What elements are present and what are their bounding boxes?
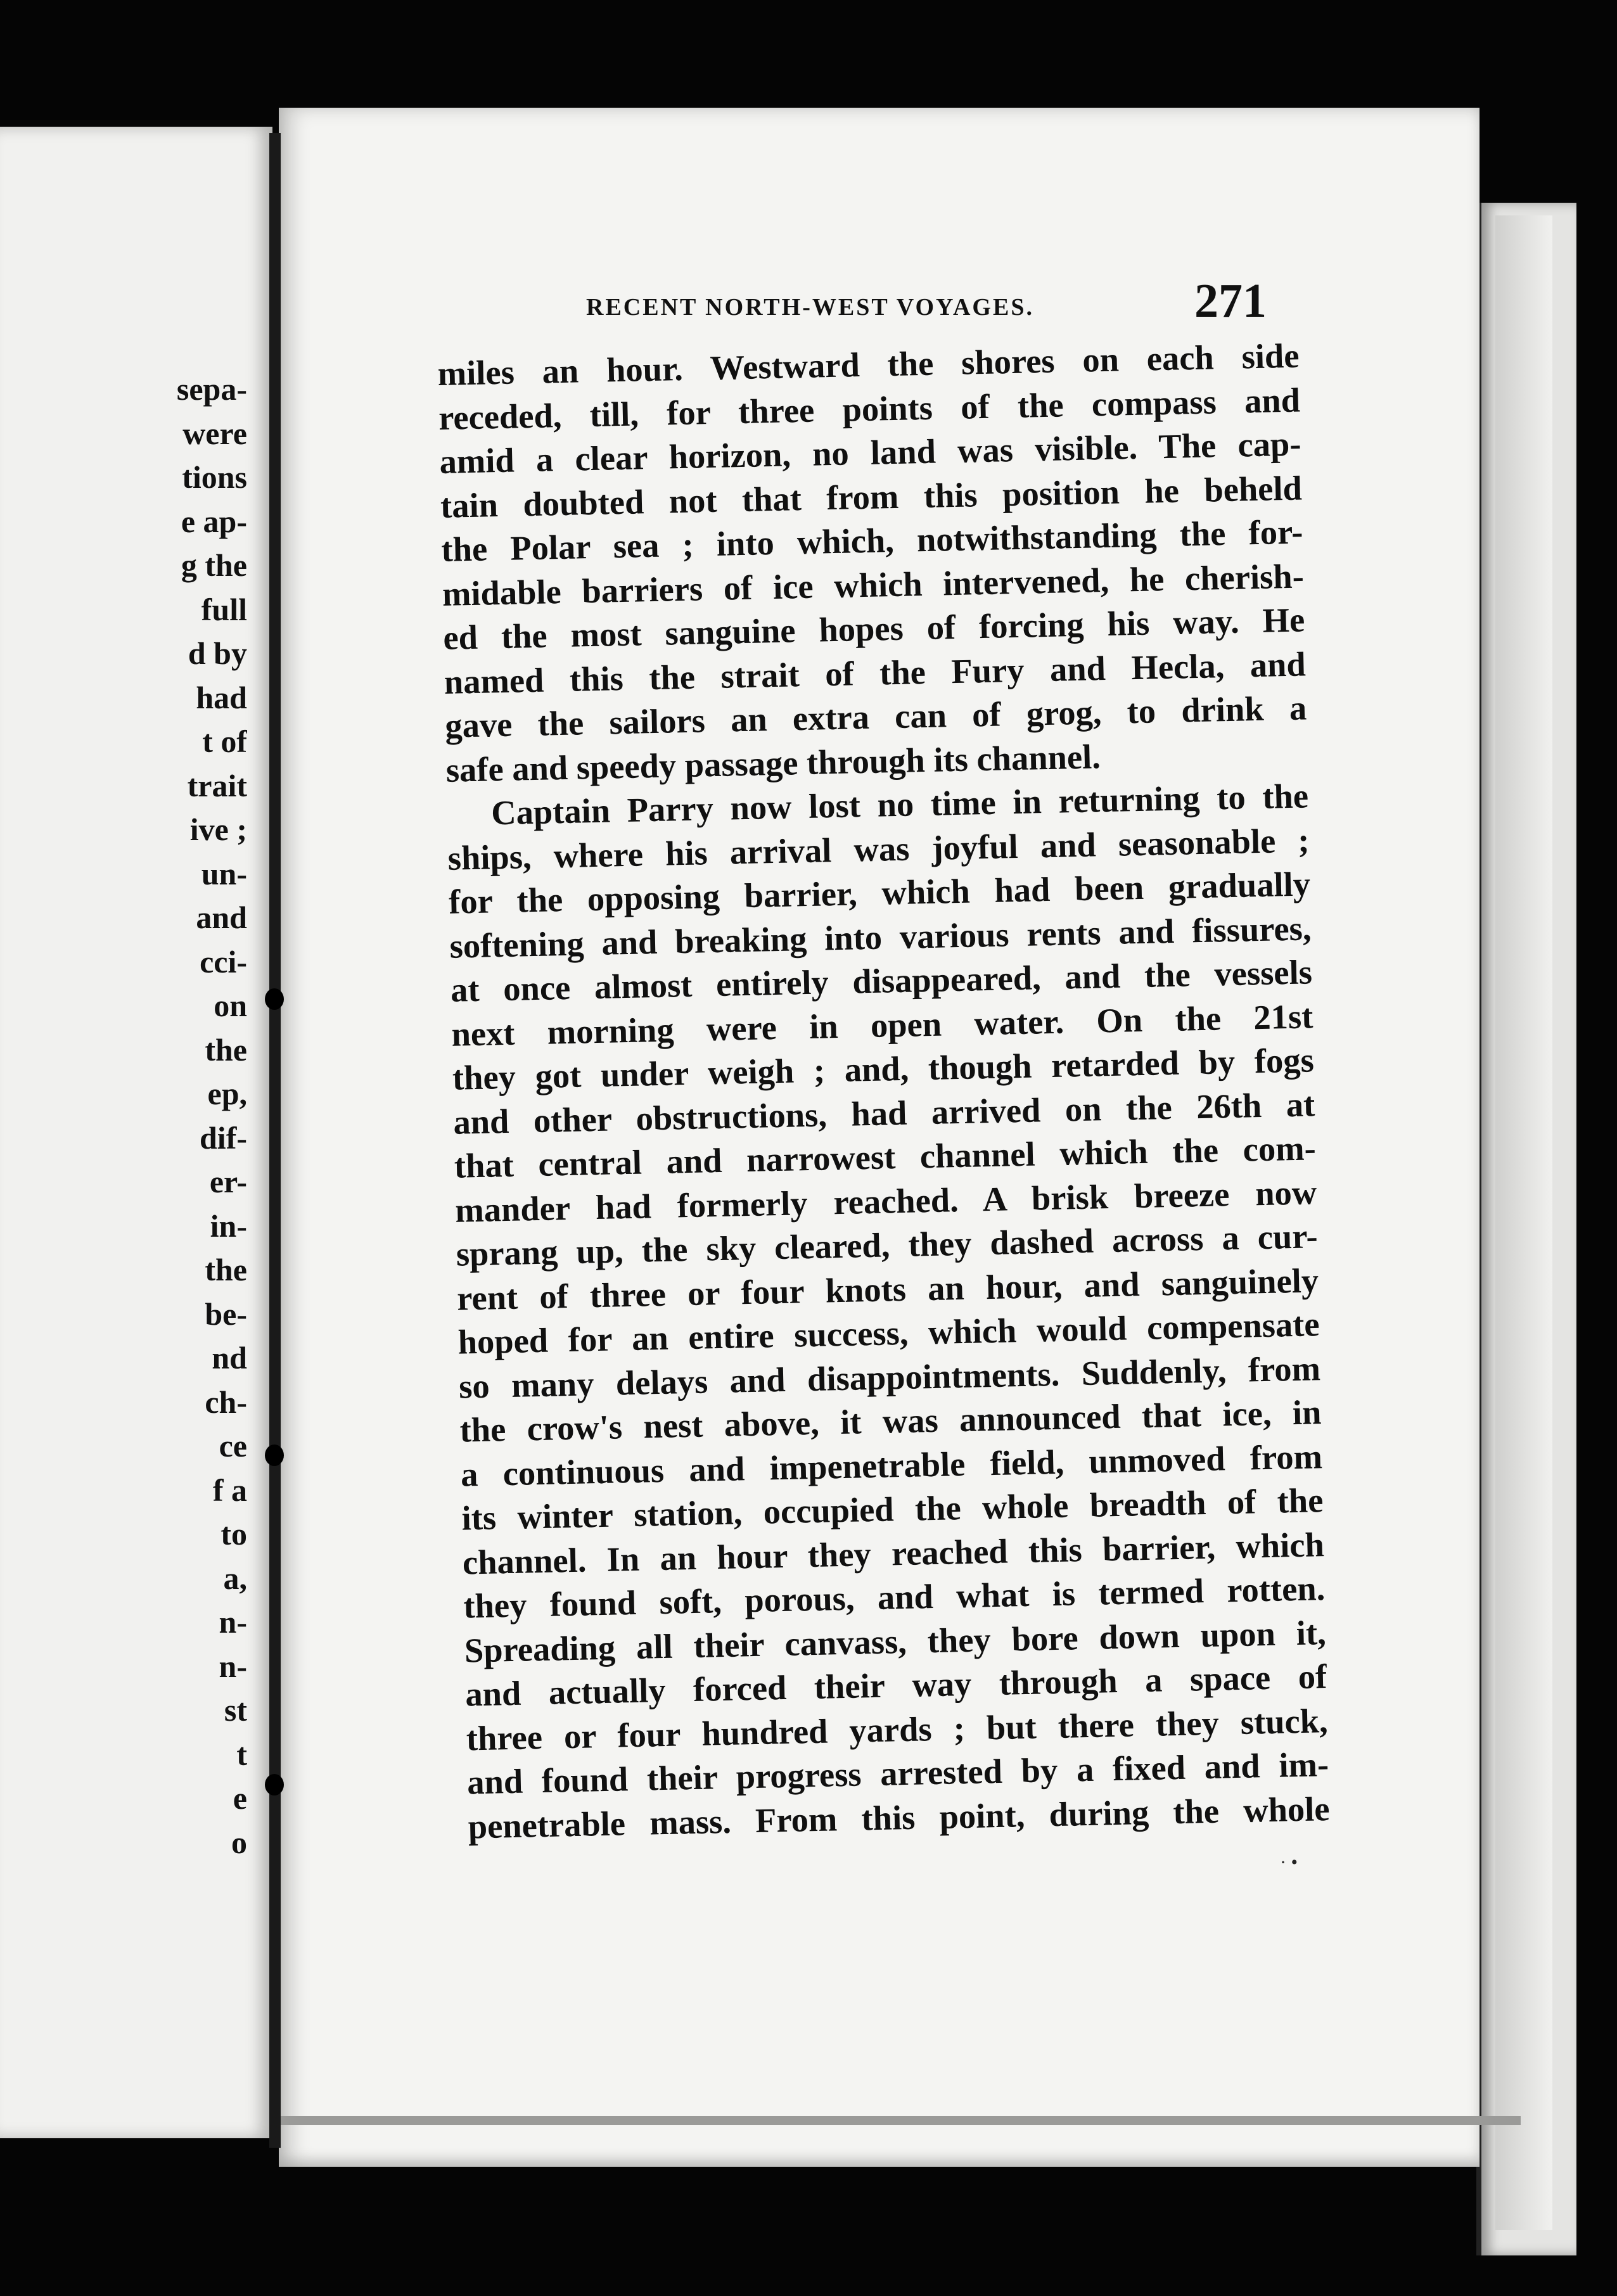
text-line: at once almost entirely disappeared, and the vessels (450, 952, 1313, 1009)
left-fragment-line: nd (212, 1340, 247, 1375)
left-fragment-line: had (196, 679, 247, 715)
left-fragment-line: full (201, 591, 247, 627)
text-line: ships, where his arrival was joyful and seasonable ; (447, 820, 1310, 877)
text-line: they got under weigh ; and, though retarded by fogs (452, 1040, 1315, 1097)
left-fragment-line: o (231, 1824, 247, 1860)
paragraph (447, 774, 1331, 1848)
left-page-text-fragments (0, 367, 247, 1865)
text-line: named this the strait of the Fury and Hecla, and (444, 644, 1307, 701)
left-fragment-line: and (196, 900, 247, 935)
text-line: for the opposing barrier, which had been gradually (448, 864, 1311, 921)
page-number: 271 (1194, 274, 1267, 328)
text-line: next morning were in open water. On the 21st (451, 996, 1313, 1054)
paragraph (437, 334, 1308, 792)
page-bottom-edge (279, 2116, 1521, 2125)
left-fragment-line: dif- (200, 1119, 247, 1156)
text-line: sprang up, the sky cleared, they dashed across a cur- (456, 1216, 1319, 1273)
text-line: a continuous and impenetrable field, unmoved from (460, 1436, 1323, 1494)
left-fragment-line: e (233, 1780, 247, 1816)
text-line: safe and speedy passage through its channel. (445, 736, 1101, 789)
body-text (437, 334, 1330, 1849)
left-fragment-line: e ap- (181, 503, 247, 539)
text-line: midable barriers of ice which intervened, he cherish- (442, 556, 1305, 613)
text-line: three or four hundred yards ; but there they stuck, (466, 1700, 1329, 1758)
left-fragment-line: g the (181, 547, 247, 583)
left-fragment-line: un- (201, 855, 247, 891)
binding-thread-mark (265, 1445, 284, 1466)
left-fragment-line: er- (209, 1164, 247, 1199)
text-line: Spreading all their canvass, they bore down upon it, (464, 1612, 1327, 1670)
page-edges (1495, 215, 1552, 2230)
left-facing-page (0, 127, 272, 2138)
binding-thread-mark (265, 1774, 284, 1795)
text-line: and other obstructions, had arrived on the 26th at (452, 1084, 1315, 1142)
text-line: that central and narrowest channel which the com- (454, 1128, 1317, 1185)
left-fragment-line: on (214, 988, 247, 1023)
text-line: its winter station, occupied the whole breadth of the (461, 1481, 1324, 1538)
text-line: Captain Parry now lost no time in returning to the (490, 776, 1309, 832)
left-fragment-line: n- (219, 1604, 247, 1640)
text-line: amid a clear horizon, no land was visible. The cap- (438, 424, 1301, 481)
text-line: tain doubted not that from this position he beheld (440, 468, 1303, 525)
left-fragment-line: tions (182, 459, 247, 495)
text-line: receded, till, for three points of the compass and (438, 380, 1301, 437)
left-fragment-line: the (205, 1252, 247, 1287)
left-fragment-line: sepa- (176, 371, 247, 407)
text-line: they found soft, porous, and what is termed rotten. (463, 1569, 1326, 1626)
left-fragment-line: n- (219, 1648, 247, 1684)
left-fragment-line: t of (202, 724, 247, 759)
text-line: channel. In an hour they reached this barrier, which (462, 1524, 1325, 1582)
text-line: penetrable mass. From this point, during the whole (468, 1789, 1331, 1846)
text-line: mander had formerly reached. A brisk breeze now (454, 1172, 1317, 1230)
left-fragment-line: ch- (205, 1384, 247, 1420)
left-fragment-line: d by (188, 635, 247, 671)
left-fragment-line: to (220, 1516, 247, 1552)
left-fragment-line: in- (210, 1208, 247, 1244)
left-fragment-line: f a (212, 1472, 247, 1508)
left-fragment-line: ce (219, 1428, 247, 1464)
left-fragment-line: be- (205, 1296, 247, 1332)
text-line: and actually forced their way through a space of (464, 1657, 1327, 1714)
binding-thread-mark (265, 988, 284, 1010)
text-line: softening and breaking into various rents and fissures, (449, 908, 1312, 966)
left-fragment-line: were (182, 415, 247, 451)
text-line: the Polar sea ; into which, notwithstanding the for- (440, 512, 1303, 569)
text-line: and found their progress arrested by a fixed and im- (466, 1745, 1329, 1802)
text-line: the crow's nest above, it was announced that ice, in (459, 1393, 1322, 1450)
text-line: miles an hour. Westward the shores on each side (437, 336, 1300, 393)
left-fragment-line: st (224, 1692, 247, 1728)
text-line: so many delays and disappointments. Suddenly, from (458, 1348, 1321, 1406)
text-line: rent of three or four knots an hour, and sanguinely (456, 1260, 1319, 1318)
book-gutter (269, 133, 281, 2148)
left-fragment-line: a, (223, 1560, 247, 1596)
ink-specks: · • (1280, 1852, 1298, 1873)
text-line: hoped for an entire success, which would compensate (457, 1304, 1320, 1362)
left-fragment-line: ive ; (189, 812, 247, 847)
text-line: gave the sailors an extra can of grog, to drink a (444, 688, 1307, 745)
running-head: RECENT NORTH-WEST VOYAGES. (586, 294, 1034, 321)
left-fragment-line: ep, (207, 1076, 247, 1111)
left-fragment-line: t (236, 1736, 247, 1772)
left-fragment-line: cci- (200, 943, 247, 979)
left-fragment-line: trait (187, 767, 247, 803)
text-line: ed the most sanguine hopes of forcing his way. He (442, 600, 1305, 657)
left-fragment-line: the (205, 1031, 247, 1068)
